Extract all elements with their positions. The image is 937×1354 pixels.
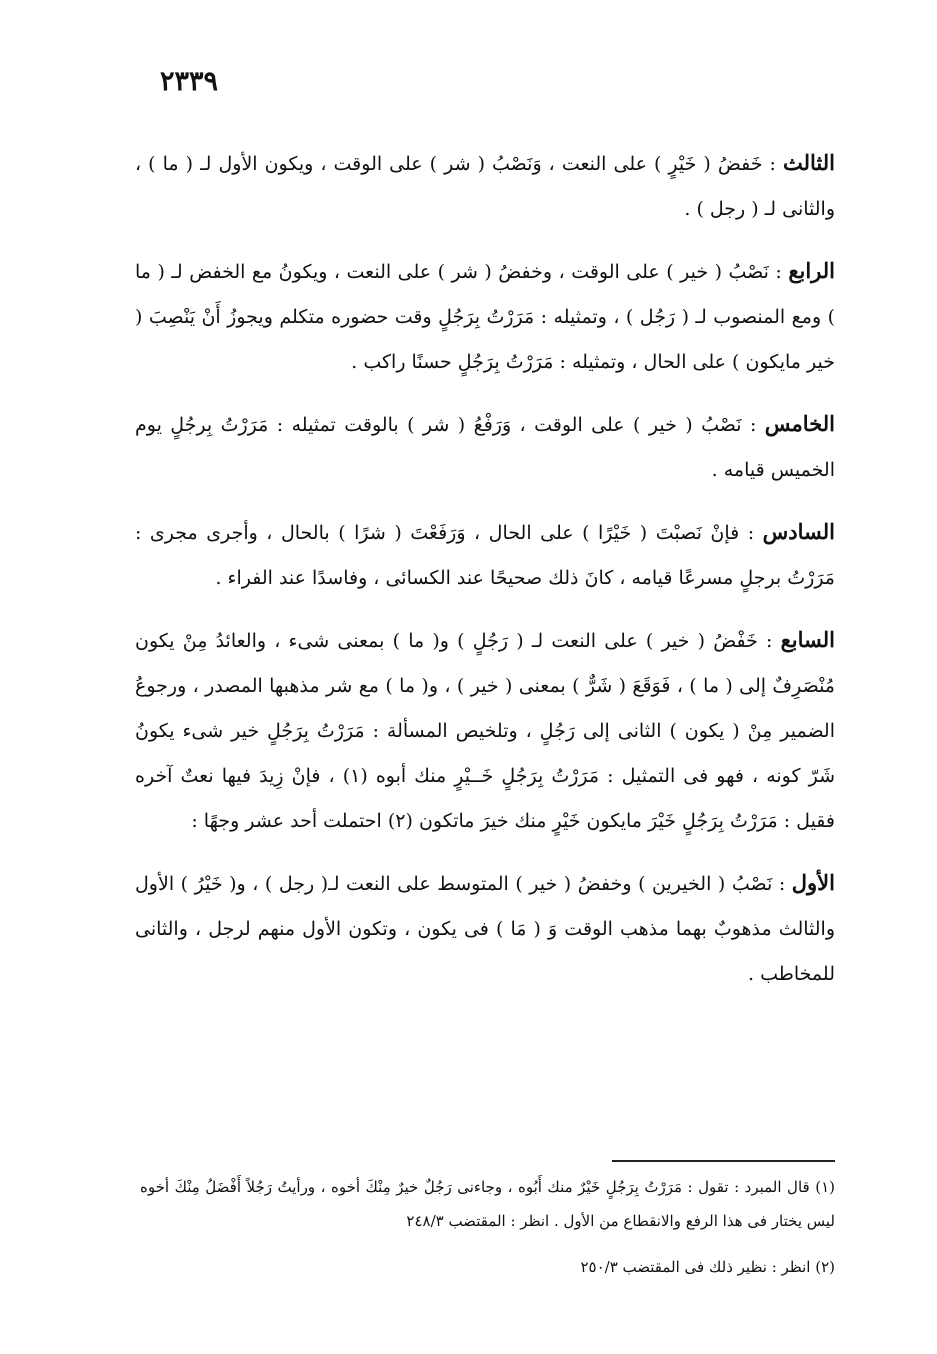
paragraph-fifth: [135, 401, 835, 493]
paragraph-body: : خَفْضُ ( خير ) على النعت لـ ( رَجُلٍ ) و( ما ) بمعنى شىء ، والعائدُ مِنْ يكون مُنْصَرِفٌ إلى ( ما ) ، فَوَقَعَ ( شَرٌّ ) بمعنى ( خير ) ، و( ما ) مع شر مذهبها المصدر ، ورجوعُ الضمير مِنْ ( يكون ) الثانى إلى رَجُلٍ ، وتلخيص المسألة : مَرَرْتُ بِرَجُلٍ خير شىء يكونُ شَرّ كونه ، فهو فى التمثيل : مَرَرْتُ بِرَجُلٍ خَــيْرٍ منك أبوه (١) ، فإنْ زِيدَ فيها نعتٌ آخره فقيل : مَرَرْتُ بِرَجُلٍ خَيْرَ مايكون خَيْرٍ منك خيرَ ماتكون (٢) احتملت أحد عشر وجهًا :: [135, 630, 835, 832]
footnotes: [140, 1170, 835, 1296]
footnote-2: (٢) انظر : نظير ذلك فى المقتضب ٢٥٠/٣: [580, 1258, 835, 1276]
paragraph-seventh: [135, 617, 835, 844]
paragraph-body: : نَصْبُ ( الخيرين ) وخفضُ ( خير ) المتوسط على النعت لـ( رجل ) ، و( خَيْرُ ) الأول والثالث مذهوبٌ بهما مذهب الوقت وَ ( مَا ) فى يكون ، وتكون الأول منهم لرجل ، والثانى للمخاطب .: [135, 873, 835, 985]
footnote-1: (١) قال المبرد : تقول : مَرَرْتُ بِرَجُلٍ خَيْرٌ منك أَبُوه ، وجاءنى رَجُلٌ خيرٌ مِنْكَ أخوه ، ورأيتُ رَجُلاً أَفْضَلُ مِنْكَ أخوه ليس يختار فى هذا الرفع والانقطاع من الأول . انظر : المقتضب ٢٤٨/٣: [140, 1178, 835, 1230]
page-number: ٢٣٣٩: [160, 66, 219, 97]
paragraph-body: : خَفضُ ( خَيْرٍ ) على النعت ، وَنَصْبُ ( شر ) على الوقت ، ويكون الأول لـ ( ما ) ، والثانى لـ ( رجل ) .: [135, 153, 835, 220]
paragraph-fourth: [135, 248, 835, 385]
paragraph-heading: الأول: [791, 870, 835, 895]
paragraph-body: : نَصْبُ ( خير ) على الوقت ، وَرَفْعُ ( شر ) بالوقت تمثيله : مَرَرْتُ بِرجُلٍ يوم الخميس قيامه .: [135, 414, 835, 481]
paragraph-third: [135, 140, 835, 232]
paragraph-heading: السادس: [762, 519, 835, 544]
paragraph-heading: الثالث: [783, 150, 835, 175]
paragraph-heading: الرابع: [788, 258, 835, 283]
footnote-divider: [612, 1160, 835, 1162]
main-text: [135, 140, 835, 1013]
paragraph-heading: الخامس: [764, 411, 835, 436]
paragraph-body: : فإنْ نَصبْتَ ( خَيْرًا ) على الحال ، وَرَفَعْتَ ( شرًا ) بالحال ، وأجرى مجرى : مَرَرْتُ برجلٍ مسرعًا قيامه ، كانَ ذلك صحيحًا عند الكسائى ، وفاسدًا عند الفراء .: [135, 522, 835, 589]
paragraph-first-case: [135, 860, 835, 997]
paragraph-heading: السابع: [780, 627, 835, 652]
paragraph-sixth: [135, 509, 835, 601]
paragraph-body: : نَصْبُ ( خير ) على الوقت ، وخفضُ ( شر ) على النعت ، ويكونُ مع الخفض لـ ( ما ) ومع المنصوب لـ ( رَجُل ) ، وتمثيله : مَرَرْتُ بِرَجُلٍ وقت حضوره متكلم ويجوزُ أَنْ يَنْصِبَ ( خير مايكون ) على الحال ، وتمثيله : مَرَرْتُ بِرَجُلٍ حسنًا راكب .: [135, 261, 835, 373]
